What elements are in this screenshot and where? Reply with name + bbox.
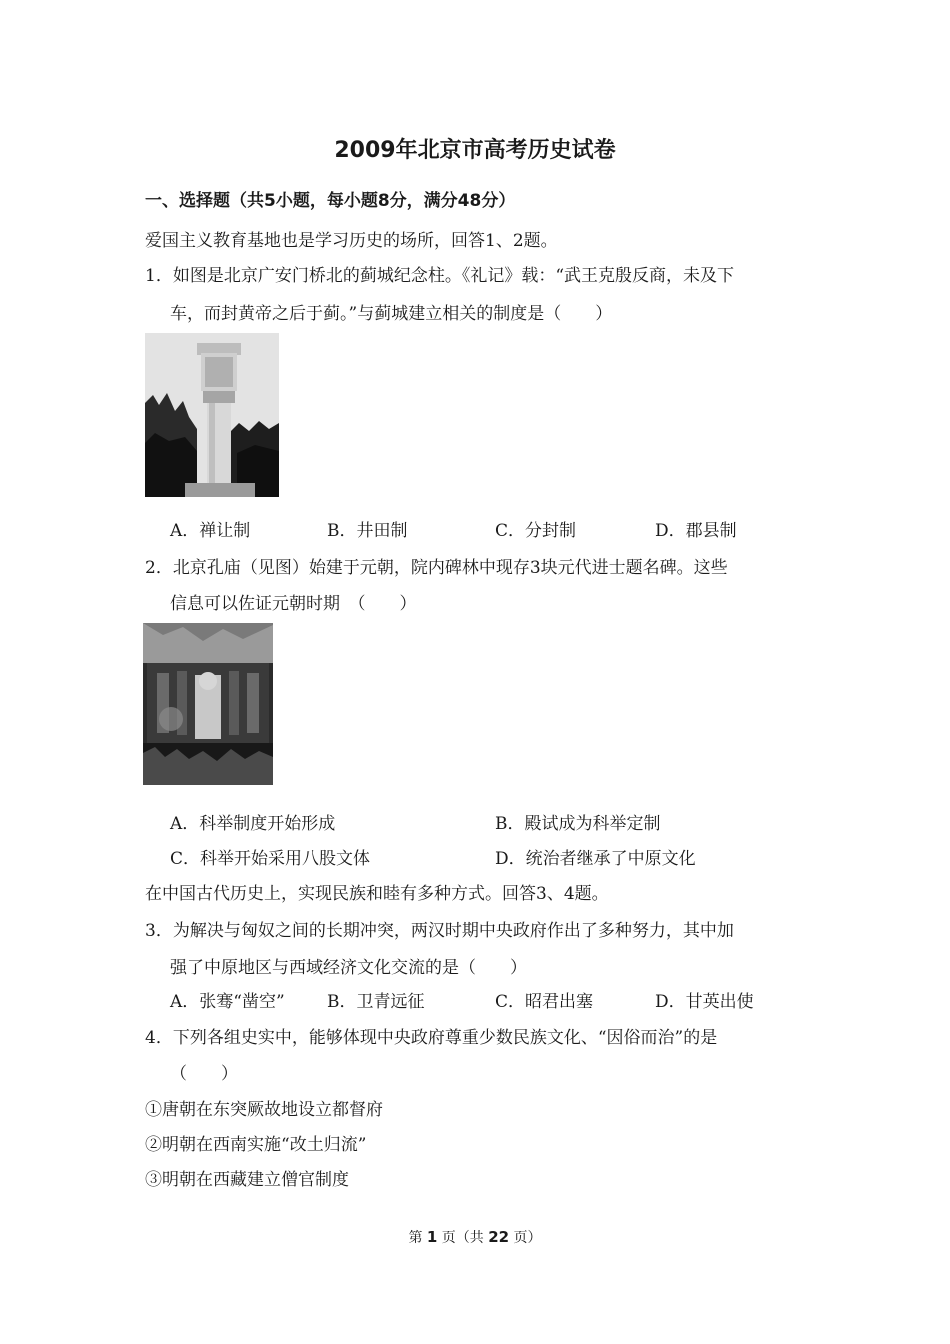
q1-option-c: C．分封制 xyxy=(495,521,577,541)
intro-text-2: 在中国古代历史上，实现民族和睦有多种方式。回答3、4题。 xyxy=(145,884,609,904)
question-3-line-2: 强了中原地区与西域经济文化交流的是（ ） xyxy=(170,958,527,978)
question-1-line-1: 1．如图是北京广安门桥北的蓟城纪念柱。《礼记》载：“武王克殷反商，未及下 xyxy=(145,266,735,286)
q4-item-2: ②明朝在西南实施“改土归流” xyxy=(145,1135,367,1155)
section-heading: 一、选择题（共5小题，每小题8分，满分48分） xyxy=(145,191,516,211)
confucius-temple-photo xyxy=(143,623,273,785)
footer-middle: 页（共 xyxy=(437,1230,489,1246)
jicheng-memorial-pillar-photo xyxy=(145,333,279,497)
page-title: 2009年北京市高考历史试卷 xyxy=(334,138,616,163)
question-3-line-1: 3．为解决与匈奴之间的长期冲突，两汉时期中央政府作出了多种努力，其中加 xyxy=(145,921,734,941)
question-2-line-2: 信息可以佐证元朝时期 （ ） xyxy=(170,594,417,614)
q1-option-b: B．井田制 xyxy=(327,521,408,541)
q2-option-c: C．科举开始采用八股文体 xyxy=(170,849,371,869)
question-4-line-2: （ ） xyxy=(170,1064,238,1084)
footer-prefix: 第 xyxy=(408,1230,427,1246)
footer-suffix: 页） xyxy=(509,1230,542,1246)
q3-option-a: A．张骞“凿空” xyxy=(170,992,285,1012)
question-4-line-1: 4．下列各组史实中，能够体现中央政府尊重少数民族文化、“因俗而治”的是 xyxy=(145,1028,718,1048)
intro-text-1: 爱国主义教育基地也是学习历史的场所，回答1、2题。 xyxy=(145,231,558,251)
q4-item-3: ③明朝在西藏建立僧官制度 xyxy=(145,1170,349,1190)
q4-item-1: ①唐朝在东突厥故地设立都督府 xyxy=(145,1100,383,1120)
q2-option-b: B．殿试成为科举定制 xyxy=(495,814,661,834)
footer-total-pages: 22 xyxy=(488,1228,510,1246)
q3-option-b: B．卫青远征 xyxy=(327,992,425,1012)
q2-option-a: A．科举制度开始形成 xyxy=(170,814,336,834)
q1-option-a: A．禅让制 xyxy=(170,521,251,541)
page-footer xyxy=(0,1227,950,1247)
question-2-line-1: 2．北京孔庙（见图）始建于元朝，院内碑林中现存3块元代进士题名碑。这些 xyxy=(145,558,728,578)
q3-option-c: C．昭君出塞 xyxy=(495,992,594,1012)
question-1-line-2: 车，而封黄帝之后于蓟。”与蓟城建立相关的制度是（ ） xyxy=(170,304,613,324)
q3-option-d: D．甘英出使 xyxy=(655,992,754,1012)
footer-page-number: 1 xyxy=(426,1228,438,1246)
q2-option-d: D．统治者继承了中原文化 xyxy=(495,849,696,869)
q1-option-d: D．郡县制 xyxy=(655,521,737,541)
